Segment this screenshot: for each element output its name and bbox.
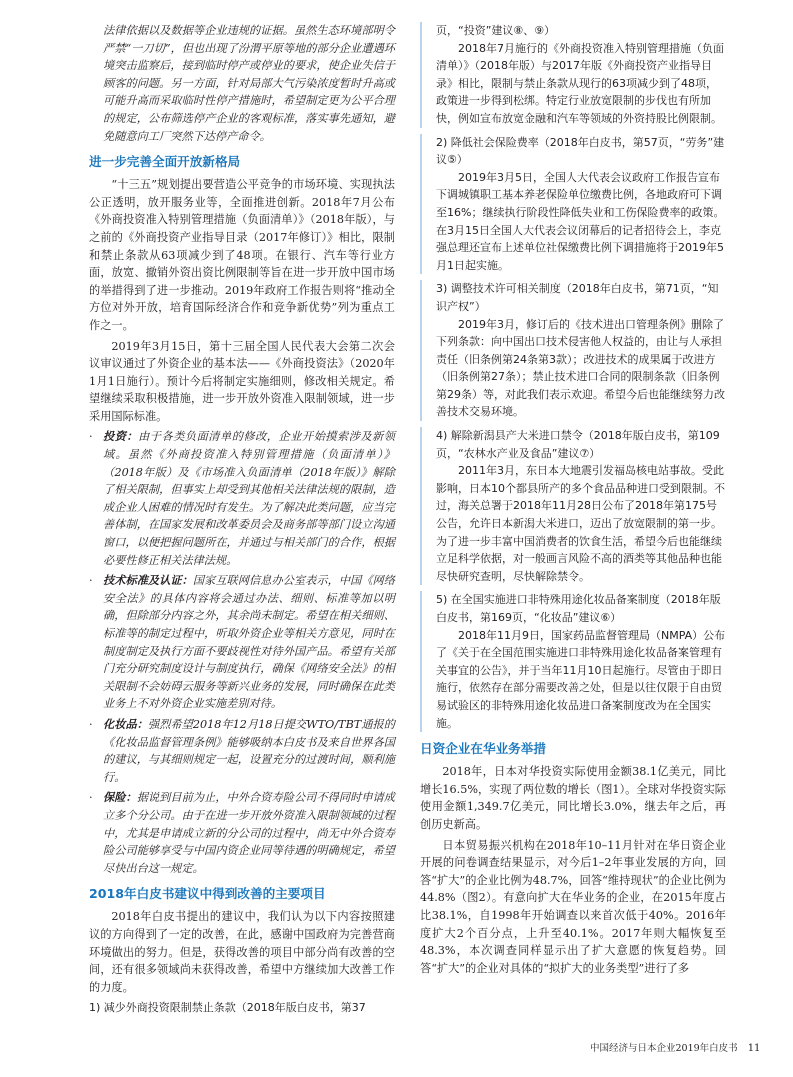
paragraph-investment-2018: 2018年，日本对华投资实际使用金额38.1亿美元，同比增长16.5%，实现了两位数的增长（图1）。全球对华投资实际使用金额1,349.7亿美元，同比增长3.0%，继去年之后，再创历史新高。 xyxy=(420,765,726,831)
item-2-question: 2) 降低社会保险费率（2018年白皮书，第57页，“劳务”建议⑤） xyxy=(436,135,725,167)
bullet-text: 强烈希望2018年12月18日提交WTO/TBT通报的《化妆品监督管理条例》能够吸纳本白皮书及来自世界各国的建议，与其细则规定一起，设置充分的过渡时间，顺利施行。 xyxy=(103,717,395,784)
item-2-answer: 2019年3月5日，全国人大代表会议政府工作报告宣布下调城镇职工基本养老保险单位缴费比例，各地政府可下调至16%；继续执行阶段性降低失业和工伤保险费率的政策。在3月15日全国人大代表会议闭幕后的记者招待会上，李克强总理还宣布上述单位社保缴费比例下调措施将于2019年5月1日起实施。 xyxy=(436,170,725,272)
page-number: 11 xyxy=(747,1043,761,1054)
improvement-item-5 xyxy=(420,591,726,732)
bullet-term: 化妆品： xyxy=(103,716,148,731)
item-3-question: 3) 调整技术许可相关制度（2018年白皮书，第71页，“知识产权”） xyxy=(436,282,719,313)
intro-italic-block xyxy=(89,22,395,145)
item-1-question: 1) 减少外商投资限制禁止条款（2018年版白皮书，第37 xyxy=(89,1001,366,1015)
improvement-item-3 xyxy=(420,280,726,421)
left-column xyxy=(89,22,395,1017)
item-1-answer: 2018年7月施行的《外商投资准入特别管理措施（负面清单）》（2018年版）与2017年版《外商投资产业指导目录》相比，限制与禁止条款从现行的63项减少到了48项，政策进一步得到松绑。特定行业放宽限制的步伐也有所加快，例如宣布放宽金融和汽车等领域的外资持股比例限制。 xyxy=(436,41,724,125)
bullet-tech-standards xyxy=(89,572,395,713)
bullet-text: 国家互联网信息办公室表示，中国《网络安全法》的具体内容将会通过办法、细则、标准等加以明确，但除部分内容之外，其余尚未制定。希望在相关细则、标准等的制定过程中，听取外资企业等相关方意见，同时在制度制定及执行方面不要歧视性对待外国产品。希望有关部门充分研究制度设计与制度执行，确保《网络安全法》的相关限制不会妨碍云服务等新兴业务的发展，同时确保在此类业务上不对外资企业实施差别对待。 xyxy=(103,574,395,711)
bullet-dot: · xyxy=(89,574,93,588)
page-footer xyxy=(590,1040,760,1054)
bullet-text: 由于各类负面清单的修改，企业开始摸索涉及新领域。虽然《外商投资准入特别管理措施（负面清单）》（2018年版）及《市场准入负面清单（2018年版）》解除了相关限制，但事实上却受到其他相关法律法规的限制，造成企业人困难的情况时有发生。为了解决此类问题，应当完善体制，在国家发展和改革委员会及商务部等部门设立沟通窗口，以便把握问题所在，并通过与相关部门的合作，根据必要性修正相关法律法规。 xyxy=(103,430,395,567)
bullet-text: 据说到目前为止，中外合资寿险公司不得同时申请成立多个分公司。由于在进一步开放外资准入限制领域的过程中，尤其是申请成立新的分公司的过程中，尚无中外合资寿险公司能够享受与中国内资企业同等待遇的明确规定，希望尽快出台这一规定。 xyxy=(103,791,395,875)
bullet-dot: · xyxy=(89,791,93,805)
bullet-dot: · xyxy=(89,717,93,731)
improvement-item-2 xyxy=(420,134,726,275)
right-column xyxy=(420,22,726,980)
bullet-insurance xyxy=(89,789,395,877)
footer-title: 中国经济与日本企业2019年白皮书 xyxy=(590,1043,738,1054)
improvement-item-1 xyxy=(420,22,726,128)
section-heading-open-pattern: 进一步完善全面开放新格局 xyxy=(89,154,241,170)
paragraph-improvements-intro: 2018年白皮书提出的建议中，我们认为以下内容按照建议的方向得到了一定的改善，在此，感谢中国政府为完善营商环境做出的努力。但是，获得改善的项目中部分尚有改善的空间，还有很多领域尚未获得改善，希望中方继续加大改善工作的力度。 xyxy=(89,910,395,994)
item-5-answer: 2018年11月9日，国家药品监督管理局（NMPA）公布了《关于在全国范围实施进口非特殊用途化妆品备案管理有关事宜的公告》，并于当年11月10日起施行。尽管由于即日施行，依然存在部分需要改善之处，但是以往仅限于自由贸易试验区的非特殊用途化妆品进口备案制度改为在全国实施。 xyxy=(436,628,726,730)
item-4-answer: 2011年3月，东日本大地震引发福岛核电站事故。受此影响，日本10个都县所产的多个食品品种进口受到限制。不过，海关总署于2018年11月28日公布了2018年第175号公告，允许日本新潟大米进口，迈出了放宽限制的第一步。为了进一步丰富中国消费者的饮食生活，希望今后也能继续立足科学依据，对一般画言风险不高的酒类等其他品种也能尽快研究查明，尽快解除禁令。 xyxy=(436,464,725,583)
section-heading-japanese-firms: 日资企业在华业务举措 xyxy=(420,741,546,757)
paragraph-foreign-investment-law: 2019年3月15日，第十三届全国人民代表大会第二次会议审议通过了外资企业的基本法——《外商投资法》（2020年1月1日施行）。预计今后将制定实施细则，修改相关规定。希望继续采取积极措施，进一步开放外资准入限制领域，进一步采用国际标准。 xyxy=(89,339,395,423)
item-3-answer: 2019年3月，修订后的《技术进出口管理条例》删除了下列条款：向中国出口技术侵害他人权益的，由让与人承担责任（旧条例第24条第3款）；改进技术的成果属于改进方（旧条例第27条）；禁止技术进口合同的限制条款（旧条例第29条）等，对此我们表示欢迎。希望今后也能继续努力改善技术交易环境。 xyxy=(436,317,725,419)
paragraph-13th-plan: “十三五”规划提出要营造公平竞争的市场环境、实现执法公正透明，放开服务业等，全面推进创新。2018年7月公布《外商投资准入特别管理措施（负面清单）》（2018年版），与之前的《外商投资产业指导目录（2017年修订）》相比，限制和禁止条款从63项减少到了48项。在银行、汽车等行业方面，放宽、撤销外资出资比例限制等旨在进一步开放中国市场的举措得到了进一步推动。2019年政府工作报告则将“推动全方位对外开放，培育国际经济合作和竞争新优势”列为重点工作之一。 xyxy=(89,178,395,332)
improvement-item-4 xyxy=(420,427,726,585)
bullet-cosmetics xyxy=(89,716,395,786)
bullet-dot: · xyxy=(89,430,93,444)
bullet-term: 投资： xyxy=(103,429,139,444)
bullet-investment xyxy=(89,428,395,569)
section-heading-improved-items: 2018年白皮书建议中得到改善的主要项目 xyxy=(89,886,326,902)
item-1-question-cont: 页，“投资”建议⑧、⑨） xyxy=(436,24,556,37)
bullet-term: 技术标准及认证： xyxy=(103,573,193,588)
intro-italic-text: 法律依据以及数据等企业违规的证据。虽然生态环境部明令严禁“一刀切”，但也出现了汾渭平原等地的部分企业遭遇环境突击监察后，接到临时停产或停业的要求，使企业失信于顾客的问题。另一方面，针对局部大气污染浓度暂时升高或可能升高而采取临时性停产措施时，希望制定更为公平合理的规定，公布筛选停产企业的客观标准，落实事先通知，避免随意向工厂突然下达停产命令。 xyxy=(103,24,395,143)
bullet-term: 保险： xyxy=(103,790,137,805)
paragraph-jetro-survey: 日本贸易振兴机构在2018年10–11月针对在华日资企业开展的问卷调查结果显示，对今后1–2年事业发展的方向，回答“扩大”的企业比例为48.7%，回答“维持现状”的企业比例为44.8%（图2）。有意向扩大在华业务的企业，在2015年度占比38.1%，自1998年开始调查以来首次低于40%。2016年度扩大2个百分点，上升至40.1%。2017年则大幅恢复至48.3%，本次调查同样显示出了扩大意愿的恢复趋势。回答“扩大”的企业对具体的“拟扩大的业务类型”进行了多 xyxy=(420,838,726,975)
item-5-question: 5) 在全国实施进口非特殊用途化妆品备案制度（2018年版白皮书，第169页，“化妆品”建议⑥） xyxy=(436,593,721,624)
item-4-question: 4) 解除新潟县产大米进口禁令（2018年版白皮书，第109页，“农林水产业及食品”建议⑦） xyxy=(436,429,720,460)
